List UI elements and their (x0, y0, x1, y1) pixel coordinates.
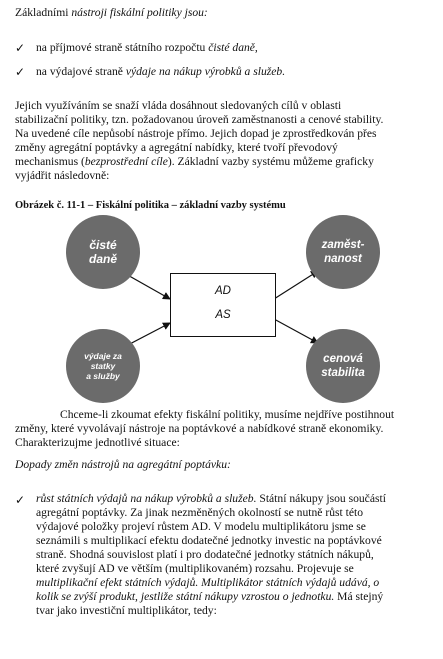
paragraph-line: stabilizační politiky, tzn. požadovanou úroveň zaměstnanosti a cenové stability. (15, 113, 384, 126)
bullet-line: tvar jako investiční multiplikátor, tedy: (36, 604, 217, 617)
intro-text: Základními (15, 6, 72, 19)
government-spending-node (66, 329, 140, 403)
subheading: Dopady změn nástrojů na agregátní poptávku: (15, 458, 231, 471)
net-taxes-node (66, 215, 140, 289)
paragraph-line (15, 155, 427, 169)
bullet-line: které zvyšují AD ve větším (multiplikovaném) rozsahu. Projevuje se (36, 562, 354, 575)
ad-label: AD (215, 285, 231, 297)
bullet-line (36, 492, 426, 506)
arrow-box-to-stability (274, 319, 318, 343)
paragraph-line: vyjádřit následovně: (15, 169, 110, 182)
bullet-line (36, 590, 426, 604)
bullet-italic: čisté daně, (208, 41, 258, 54)
bullet-italic: výdaje na nákup výrobků a služeb. (125, 65, 286, 78)
checkmark-icon: ✓ (15, 41, 26, 55)
fiscal-policy-diagram (50, 215, 390, 405)
price-stability-node (306, 329, 380, 403)
bullet-text: na příjmové straně státního rozpočtu (36, 41, 209, 54)
bullet-text: Státní nákupy jsou součástí (256, 492, 386, 505)
bullet-text: Má stejný (334, 590, 384, 603)
bullet-italic: růst státních výdajů na nákup výrobků a služeb. (36, 492, 257, 505)
node-label: nanost (324, 253, 362, 265)
node-label: stabilita (321, 367, 365, 379)
node-label: čisté (89, 238, 117, 252)
checkmark-icon: ✓ (15, 65, 26, 79)
ad-as-box (170, 273, 276, 337)
bullet-italic: kolik se zvýší produkt, jestliže státní nákupy vzrostou o jednotku. (36, 590, 335, 603)
arrow-taxes-to-box (124, 273, 170, 299)
node-label: zaměst- (321, 239, 365, 251)
paragraph-line: Charakterizujme jednotlivé situace: (15, 436, 180, 449)
bullet-item (36, 41, 426, 55)
bullet-line: seznámili s multiplikací efektu dodatečné jednotky investic na poptávkové (36, 534, 382, 547)
text-part: mechanismus ( (15, 155, 85, 168)
arrow-box-to-employment (274, 271, 318, 299)
node-label: výdaje za (84, 351, 122, 361)
figure-caption: Obrázek č. 11-1 – Fiskální politika – základní vazby systému (15, 200, 286, 211)
bullet-text: na výdajové straně (36, 65, 126, 78)
paragraph-line: Na uvedené cíle nepůsobí nástroje přímo. Jejich dopad je zprostředkován přes (15, 127, 377, 140)
text-part: ). Základní vazby systému můžeme graficky (167, 155, 374, 168)
node-label: a služby (86, 371, 120, 381)
bullet-item (36, 65, 426, 79)
paragraph-line: změny agregátní poptávky a agregátní nabídky, které tvoří převodový (15, 141, 338, 154)
bullet-line: multiplikační efekt státních výdajů. Multiplikátor státních výdajů udává, o (36, 576, 380, 589)
bullet-line: straně. Shodná souvislost platí i pro dodatečné jednotky státních nákupů, (36, 548, 374, 561)
bullet-line: agregátní poptávky. Za jinak nezměněných okolností se nutně růst této (36, 506, 364, 519)
node-label: cenová (323, 353, 363, 365)
intro-line (15, 6, 427, 20)
checkmark-icon: ✓ (15, 493, 26, 507)
bullet-line: výdajové položky projeví růstem AD. V modelu multiplikátoru jsme se (36, 520, 366, 533)
paragraph-line: změny, které vyvolávají nástroje na poptávkové a nabídkové straně ekonomiky. (15, 422, 384, 435)
paragraph-line: Chceme-li zkoumat efekty fiskální politiky, musíme nejdříve postihnout (60, 408, 395, 421)
intro-italic-text: nástroji fiskální politiky jsou: (71, 6, 208, 19)
employment-node (306, 215, 380, 289)
node-label: daně (88, 252, 117, 266)
node-label: statky (90, 361, 116, 371)
text-italic: bezprostřední cíle (84, 155, 168, 168)
paragraph-line: Jejich využíváním se snaží vláda dosáhnout sledovaných cílů v oblasti (15, 99, 342, 112)
as-label: AS (215, 309, 231, 321)
